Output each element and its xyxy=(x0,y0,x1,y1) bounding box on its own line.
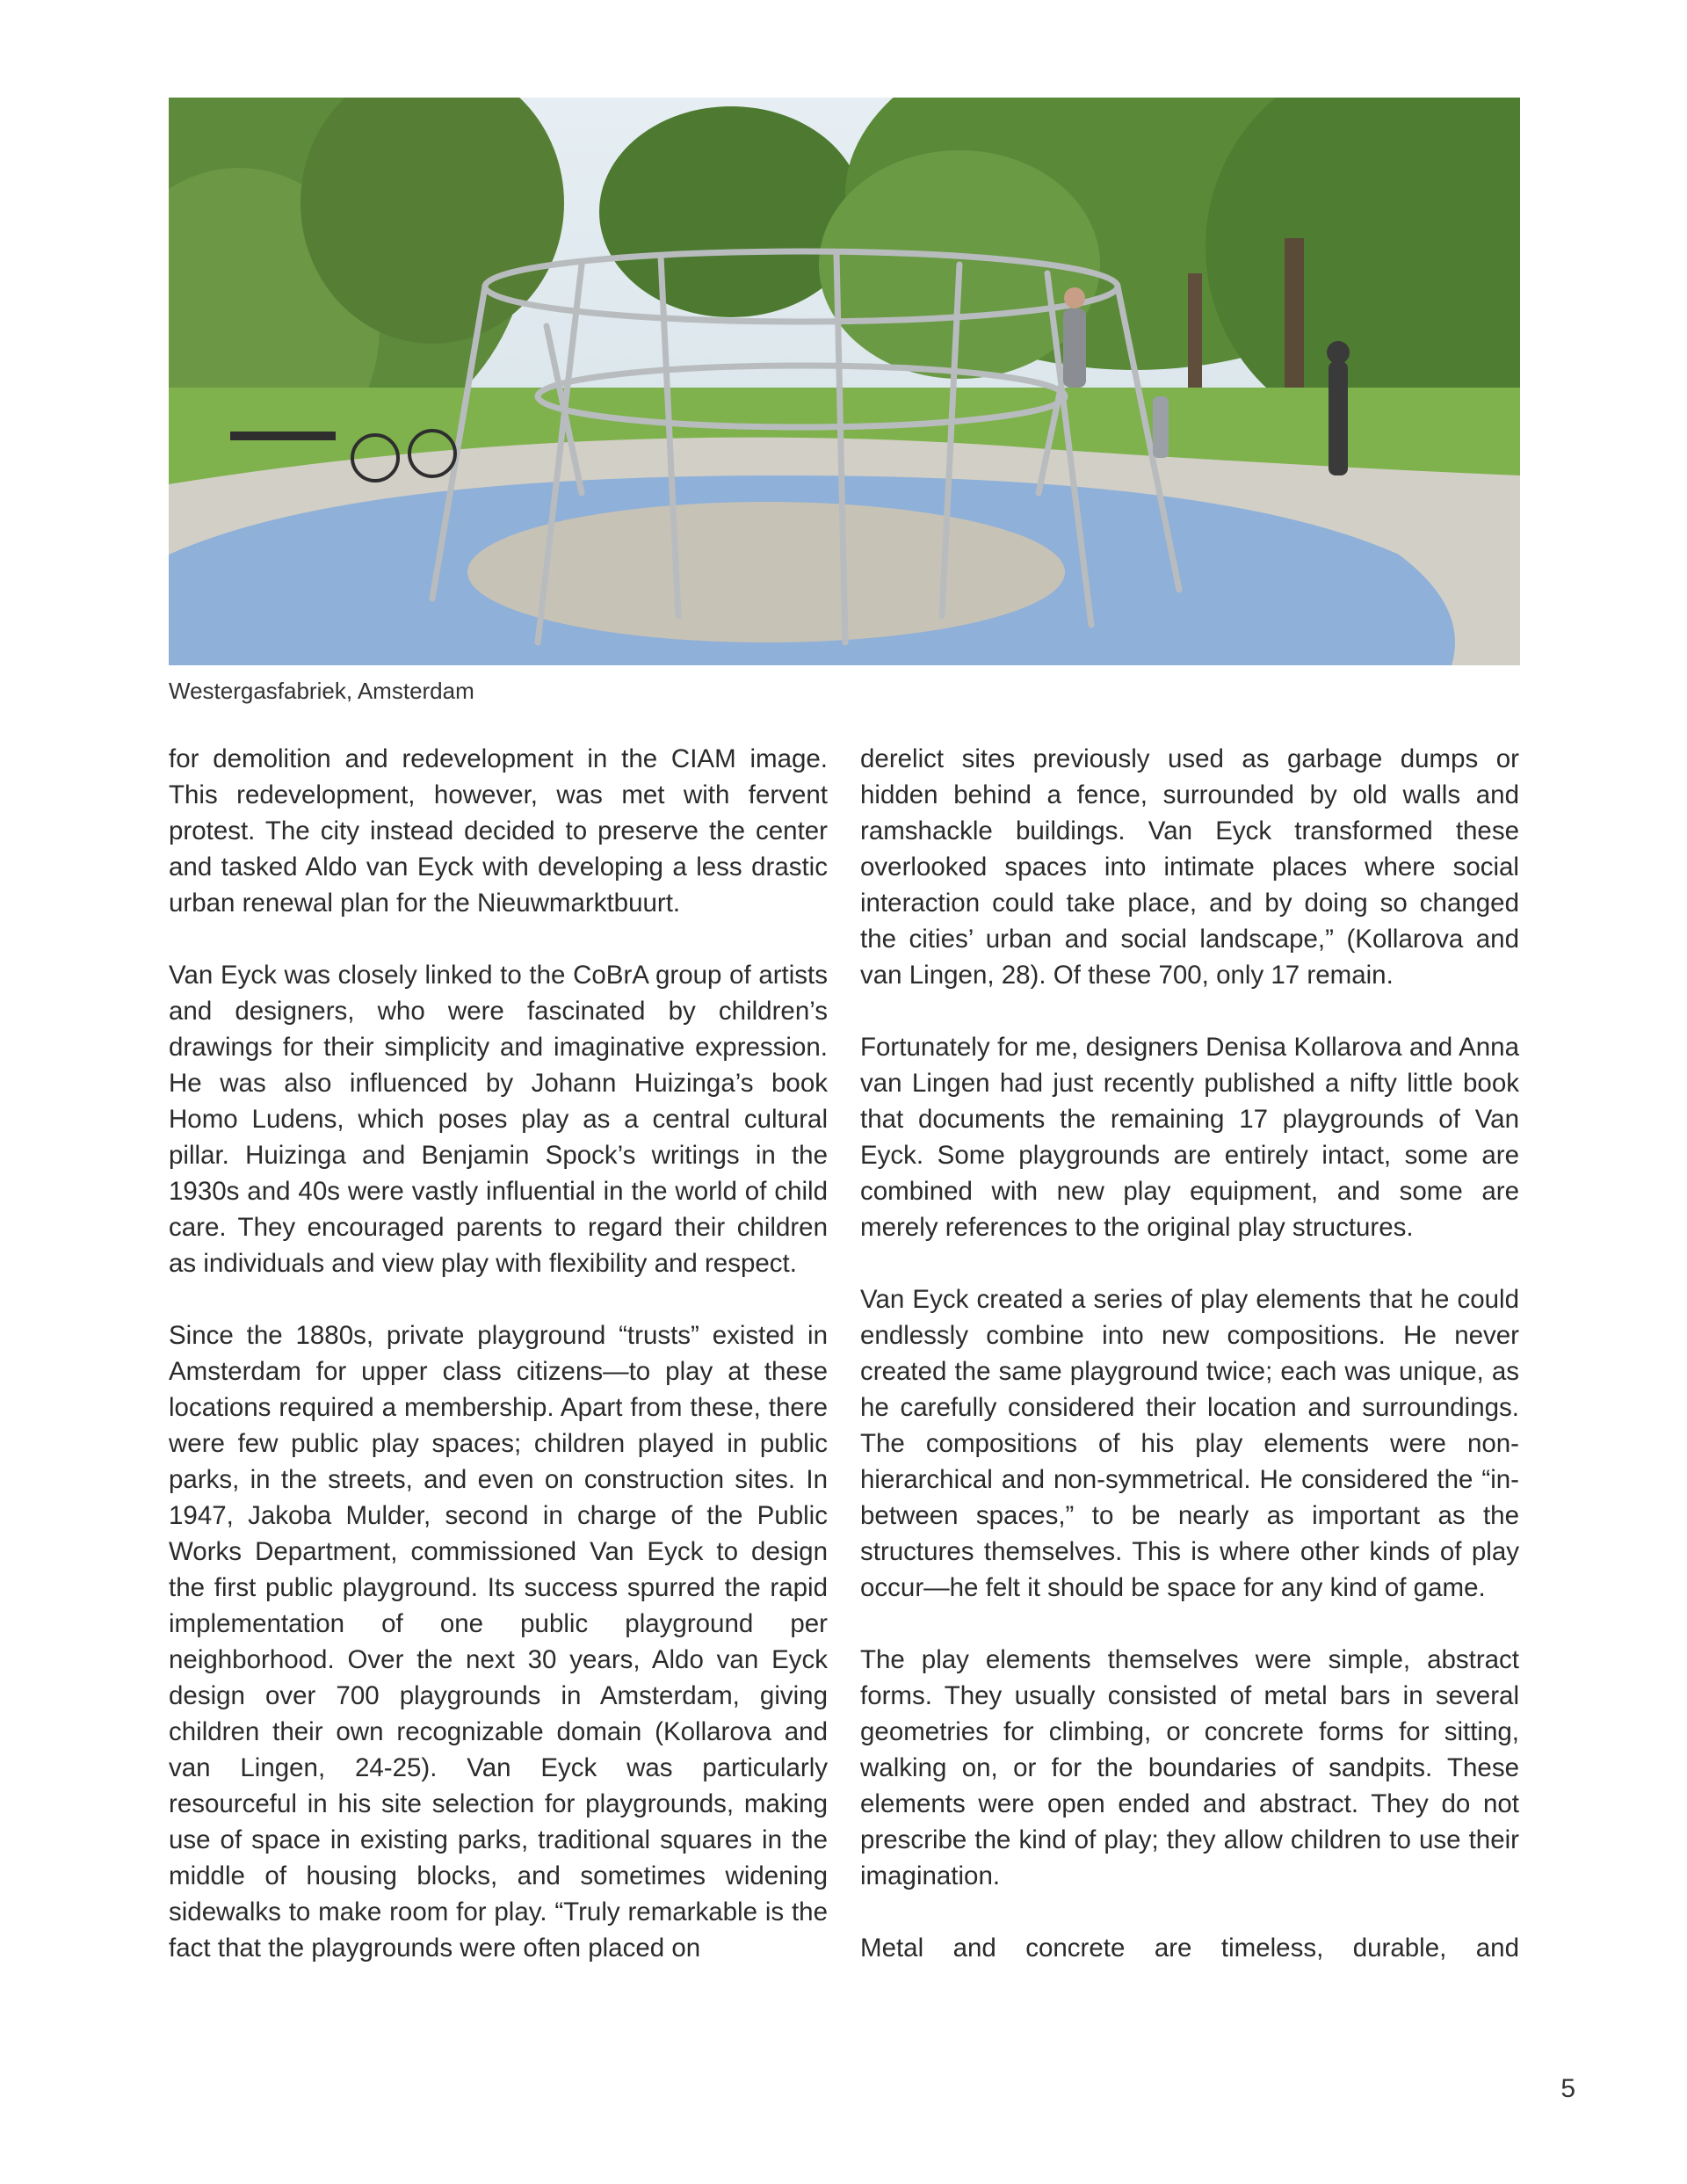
right-text-column xyxy=(860,741,1519,1966)
right-paragraph-5: Metal and concrete are timeless, durable, and xyxy=(860,1934,1519,1963)
left-text-column xyxy=(169,741,828,1966)
right-paragraph-2: Fortunately for me, designers Denisa Kollarova and Anna van Lingen had just recently published a nifty little book that documents the remaining 17 playgrounds of Van Eyck. Some playgrounds are entirely intact, some are combined with new play equipment, and some are merely references to the original play structures. xyxy=(860,1033,1519,1242)
page-number: 5 xyxy=(1560,2074,1575,2103)
right-paragraph-3: Van Eyck created a series of play elements that he could endlessly combine into new compositions. He never created the same playground twice; each was unique, as he carefully considered their location and surroundings. The compositions of his play elements were non-hierarchical and non-symmetrical. He considered the “in-between spaces,” to be nearly as important as the structures themselves. This is where other kinds of play occur—he felt it should be space for any kind of game. xyxy=(860,1285,1519,1602)
photo-caption: Westergasfabriek, Amsterdam xyxy=(169,678,474,704)
right-paragraph-4: The play elements themselves were simple, abstract forms. They usually consisted of metal bars in several geometries for climbing, or concrete forms for sitting, walking on, or for the boundaries of sandpits. These elements were open ended and abstract. They do not prescribe the kind of play; they allow children to use their imagination. xyxy=(860,1645,1519,1890)
playground-photo xyxy=(169,98,1520,665)
right-paragraph-1: derelict sites previously used as garbage dumps or hidden behind a fence, surrounded by old walls and ramshackle buildings. Van Eyck transformed these overlooked spaces into intimate places where social interaction could take place, and by doing so changed the cities’ urban and social landscape,” (Kollarova and van Lingen, 28). Of these 700, only 17 remain. xyxy=(860,744,1519,990)
left-paragraph-2: Van Eyck was closely linked to the CoBrA group of artists and designers, who were fascinated by children’s drawings for their simplicity and imaginative expression. He was also influenced by Johann Huizinga’s book Homo Ludens, which poses play as a central cultural pillar. Huizinga and Benjamin Spock’s writings in the 1930s and 40s were vastly influential in the world of child care. They encouraged parents to regard their children as individuals and view play with flexibility and respect. xyxy=(169,961,828,1278)
left-paragraph-1: for demolition and redevelopment in the CIAM image. This redevelopment, however, was met with fervent protest. The city instead decided to preserve the center and tasked Aldo van Eyck with developing a less drastic urban renewal plan for the Nieuwmarktbuurt. xyxy=(169,744,828,918)
left-paragraph-3: Since the 1880s, private playground “trusts” existed in Amsterdam for upper class citizens—to play at these locations required a membership. Apart from these, there were few public play spaces; children played in public parks, in the streets, and even on construction sites. In 1947, Jakoba Mulder, second in charge of the Public Works Department, commissioned Van Eyck to design the first public playground. Its success spurred the rapid implementation of one public playground per neighborhood. Over the next 30 years, Aldo van Eyck design over 700 playgrounds in Amsterdam, giving children their own recognizable domain (Kollarova and van Lingen, 24-25). Van Eyck was particularly resourceful in his site selection for playgrounds, making use of space in existing parks, traditional squares in the middle of housing blocks, and sometimes widening sidewalks to make room for play. “Truly remarkable is the fact that the playgrounds were often placed on xyxy=(169,1321,828,1963)
playground-photo-illustration xyxy=(169,98,1520,665)
